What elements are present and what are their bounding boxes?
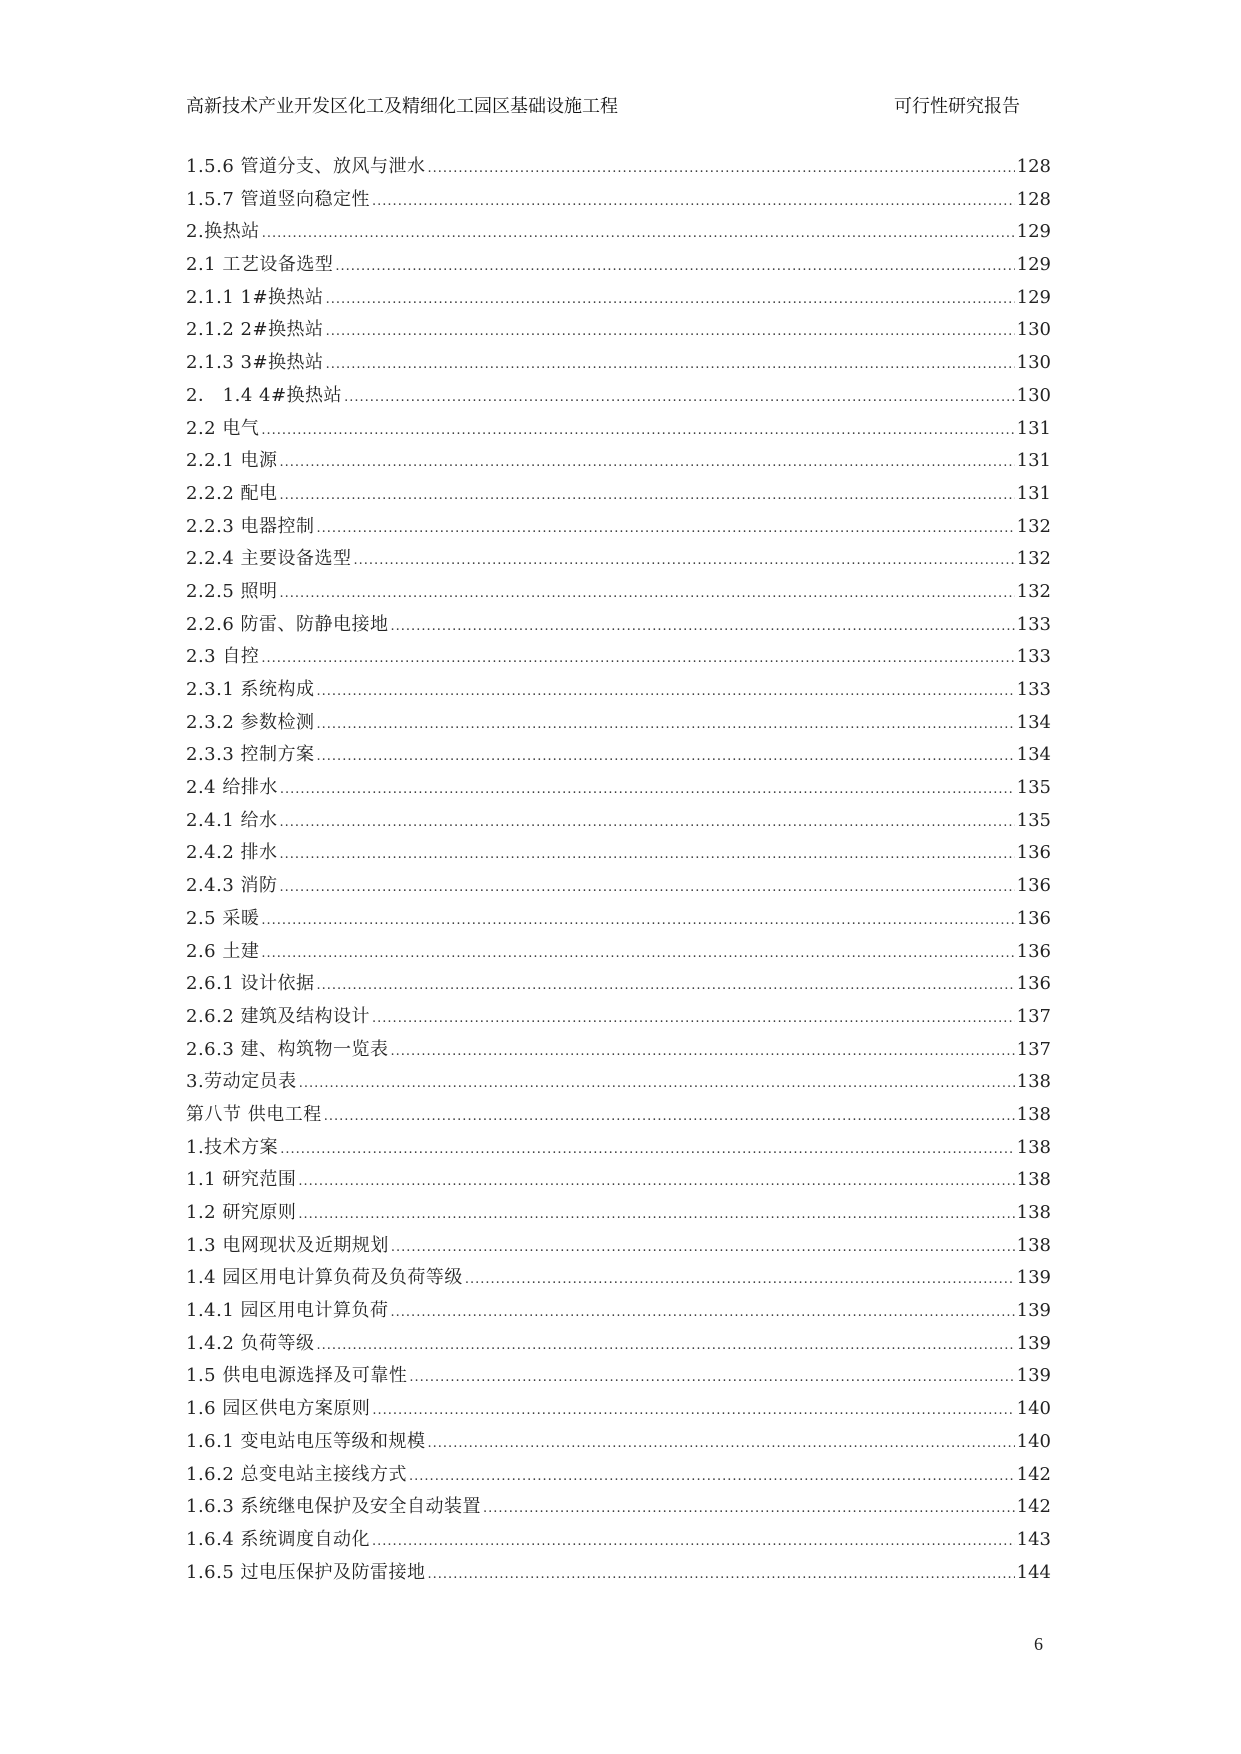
header-report-title: 高新技术产业开发区化工及精细化工园区基础设施工程 (186, 96, 618, 117)
toc-entry-title: 2.1.1 1#换热站 (186, 286, 324, 308)
toc-entry-title: 2.5 采暖 (186, 907, 260, 929)
toc-entry[interactable] (186, 1099, 1051, 1132)
toc-entry[interactable] (186, 837, 1051, 870)
toc-entry-page: 138 (1016, 1103, 1051, 1125)
toc-entry[interactable] (186, 1066, 1051, 1099)
toc-entry[interactable] (186, 413, 1051, 446)
toc-entry-page: 144 (1016, 1561, 1051, 1583)
toc-entry-page: 132 (1016, 580, 1051, 602)
toc-dot-leader (391, 1036, 1015, 1069)
toc-entry-page: 136 (1016, 973, 1051, 995)
toc-entry-title: 2.2.1 电源 (186, 450, 278, 472)
toc-entry-title: 2.1.2 2#换热站 (186, 319, 324, 341)
toc-entry[interactable] (186, 968, 1051, 1001)
toc-dot-leader (280, 839, 1015, 872)
toc-entry-page: 136 (1016, 940, 1051, 962)
toc-entry-page: 138 (1016, 1136, 1051, 1158)
toc-dot-leader (317, 1330, 1015, 1363)
toc-entry[interactable] (186, 478, 1051, 511)
toc-dot-leader (483, 1493, 1015, 1526)
toc-entry[interactable] (186, 1426, 1051, 1459)
toc-dot-leader (298, 1166, 1014, 1199)
toc-entry-title: 2.2.6 防雷、防静电接地 (186, 613, 389, 635)
toc-entry-title: 1.5 供电电源选择及可靠性 (186, 1365, 408, 1387)
toc-entry-title: 2.6 土建 (186, 940, 260, 962)
toc-dot-leader (428, 153, 1015, 186)
toc-entry[interactable] (186, 1360, 1051, 1393)
toc-entry-title: 2.2.2 配电 (186, 482, 278, 504)
toc-entry[interactable] (186, 184, 1051, 217)
toc-entry-page: 138 (1016, 1071, 1051, 1093)
toc-entry-page: 134 (1016, 711, 1051, 733)
toc-dot-leader (261, 905, 1014, 938)
toc-entry-title: 2.4.1 给水 (186, 809, 278, 831)
toc-entry[interactable] (186, 216, 1051, 249)
toc-dot-leader (354, 545, 1015, 578)
toc-entry-page: 128 (1016, 156, 1051, 177)
toc-entry-page: 137 (1016, 1038, 1051, 1060)
toc-entry[interactable] (186, 1001, 1051, 1034)
toc-dot-leader (372, 1526, 1015, 1559)
toc-dot-leader (326, 284, 1015, 317)
toc-entry-title: 2.6.1 设计依据 (186, 973, 315, 995)
toc-dot-leader (261, 415, 1014, 448)
toc-entry-page: 143 (1016, 1528, 1051, 1550)
toc-dot-leader (324, 1101, 1015, 1134)
toc-dot-leader (372, 1003, 1015, 1036)
toc-entry-page: 139 (1016, 1365, 1051, 1387)
toc-entry[interactable] (186, 511, 1051, 544)
toc-dot-leader (465, 1264, 1015, 1297)
toc-entry-page: 132 (1016, 548, 1051, 570)
toc-dot-leader (428, 1428, 1015, 1461)
toc-dot-leader (280, 774, 1015, 807)
toc-entry-title: 1.2 研究原则 (186, 1202, 297, 1223)
toc-entry[interactable] (186, 1295, 1051, 1328)
page-number: 6 (1034, 1634, 1043, 1654)
toc-entry-page: 129 (1016, 221, 1051, 243)
toc-entry[interactable] (186, 739, 1051, 772)
toc-dot-leader (317, 513, 1015, 546)
toc-dot-leader (317, 676, 1015, 709)
toc-entry-page: 138 (1016, 1202, 1051, 1223)
toc-entry[interactable] (186, 1557, 1051, 1590)
toc-entry-page: 131 (1016, 450, 1051, 472)
toc-dot-leader (280, 578, 1015, 611)
toc-entry[interactable] (186, 772, 1051, 805)
toc-entry-title: 2.4 给排水 (186, 777, 278, 799)
toc-entry-title: 2.2.3 电器控制 (186, 515, 315, 537)
header-divider (186, 124, 1052, 125)
toc-dot-leader (391, 611, 1015, 644)
toc-entry-page: 140 (1016, 1430, 1051, 1452)
toc-entry[interactable] (186, 1034, 1051, 1067)
toc-dot-leader (262, 218, 1015, 251)
toc-entry-title: 2.2.4 主要设备选型 (186, 548, 352, 570)
toc-entry[interactable] (186, 903, 1051, 936)
toc-entry[interactable] (186, 249, 1051, 282)
toc-entry-title: 1.4.2 负荷等级 (186, 1332, 315, 1354)
toc-dot-leader (335, 251, 1014, 284)
toc-dot-leader (326, 316, 1015, 349)
toc-entry-title: 2.2 电气 (186, 417, 260, 439)
toc-dot-leader (409, 1362, 1014, 1395)
toc-dot-leader (299, 1068, 1015, 1101)
toc-entry-page: 132 (1016, 515, 1051, 537)
toc-entry-page: 134 (1016, 744, 1051, 766)
toc-entry-page: 130 (1016, 319, 1051, 341)
toc-entry-page: 129 (1016, 286, 1051, 308)
toc-entry[interactable] (186, 609, 1051, 642)
table-of-contents (186, 151, 1051, 1589)
toc-entry-title: 2.3.2 参数检测 (186, 711, 315, 733)
toc-entry-page: 138 (1016, 1169, 1051, 1191)
toc-entry-title: 2.3 自控 (186, 646, 260, 668)
toc-entry[interactable] (186, 347, 1051, 380)
toc-entry-page: 135 (1016, 777, 1051, 799)
toc-entry[interactable] (186, 1262, 1051, 1295)
toc-entry-page: 129 (1016, 254, 1051, 276)
toc-dot-leader (428, 1559, 1015, 1592)
toc-entry[interactable] (186, 1230, 1051, 1263)
toc-entry[interactable] (186, 1459, 1051, 1492)
toc-dot-leader (280, 447, 1015, 480)
toc-entry-page: 136 (1016, 875, 1051, 897)
toc-entry-title: 2． 1.4 4#换热站 (186, 384, 343, 406)
toc-entry-page: 137 (1016, 1005, 1051, 1027)
toc-entry-title: 第八节 供电工程 (186, 1103, 322, 1125)
toc-dot-leader (317, 741, 1015, 774)
toc-entry-title: 3.劳动定员表 (186, 1071, 297, 1093)
toc-entry-page: 142 (1016, 1463, 1051, 1485)
toc-entry[interactable] (186, 1491, 1051, 1524)
toc-entry-title: 1.1 研究范围 (186, 1169, 297, 1191)
toc-entry[interactable] (186, 1164, 1051, 1197)
toc-dot-leader (317, 709, 1015, 742)
toc-entry-title: 2.6.3 建、构筑物一览表 (186, 1038, 389, 1060)
toc-entry-page: 139 (1016, 1300, 1051, 1322)
toc-entry[interactable] (186, 674, 1051, 707)
toc-entry[interactable] (186, 1524, 1051, 1557)
toc-entry-title: 1.6.4 系统调度自动化 (186, 1528, 371, 1550)
toc-entry-title: 2.6.2 建筑及结构设计 (186, 1005, 371, 1027)
page-header (186, 92, 1020, 118)
toc-entry-title: 2.4.3 消防 (186, 875, 278, 897)
toc-entry-title: 1.6.5 过电压保护及防雷接地 (186, 1561, 426, 1583)
toc-dot-leader (317, 970, 1015, 1003)
toc-entry-page: 130 (1016, 352, 1051, 374)
toc-entry[interactable] (186, 1328, 1051, 1361)
toc-entry-title: 2.1 工艺设备选型 (186, 254, 334, 276)
toc-entry-page: 128 (1016, 188, 1051, 210)
toc-entry[interactable] (186, 445, 1051, 478)
toc-dot-leader (280, 1134, 1014, 1167)
toc-entry-title: 1.3 电网现状及近期规划 (186, 1234, 389, 1256)
toc-entry[interactable] (186, 707, 1051, 740)
toc-entry[interactable] (186, 641, 1051, 674)
toc-dot-leader (391, 1297, 1015, 1330)
toc-entry[interactable] (186, 1393, 1051, 1426)
toc-entry-page: 133 (1016, 646, 1051, 668)
toc-entry[interactable] (186, 151, 1051, 184)
toc-dot-leader (372, 1395, 1014, 1428)
toc-entry-title: 1.5.6 管道分支、放风与泄水 (186, 156, 426, 177)
header-report-type: 可行性研究报告 (894, 96, 1020, 117)
toc-entry-page: 142 (1016, 1496, 1051, 1518)
toc-entry-title: 1.4 园区用电计算负荷及负荷等级 (186, 1267, 463, 1289)
toc-entry-page: 139 (1016, 1332, 1051, 1354)
toc-dot-leader (261, 643, 1014, 676)
toc-entry-page: 130 (1016, 384, 1051, 406)
toc-entry-page: 133 (1016, 679, 1051, 700)
toc-entry-title: 1.6 园区供电方案原则 (186, 1398, 371, 1420)
toc-entry-page: 139 (1016, 1267, 1051, 1289)
toc-entry[interactable] (186, 936, 1051, 969)
toc-entry-page: 136 (1016, 907, 1051, 929)
toc-dot-leader (298, 1199, 1014, 1232)
toc-dot-leader (280, 480, 1015, 513)
toc-entry-title: 1.5.7 管道竖向稳定性 (186, 188, 371, 210)
toc-entry-page: 131 (1016, 482, 1051, 504)
toc-dot-leader (409, 1461, 1015, 1494)
toc-entry[interactable] (186, 314, 1051, 347)
toc-entry-title: 2.3.3 控制方案 (186, 744, 315, 766)
toc-entry-title: 1.4.1 园区用电计算负荷 (186, 1300, 389, 1322)
toc-entry-title: 2.1.3 3#换热站 (186, 352, 324, 374)
toc-dot-leader (280, 872, 1015, 905)
toc-entry-title: 1.6.3 系统继电保护及安全自动装置 (186, 1496, 482, 1518)
toc-entry[interactable] (186, 380, 1051, 413)
toc-dot-leader (372, 186, 1015, 219)
toc-entry[interactable] (186, 1197, 1051, 1230)
toc-dot-leader (280, 807, 1015, 840)
toc-entry-title: 2.2.5 照明 (186, 580, 278, 602)
toc-entry-page: 140 (1016, 1398, 1051, 1420)
toc-entry-title: 1.6.1 变电站电压等级和规模 (186, 1430, 426, 1452)
toc-dot-leader (326, 349, 1015, 382)
toc-entry-title: 1.6.2 总变电站主接线方式 (186, 1463, 408, 1485)
toc-dot-leader (391, 1232, 1015, 1265)
toc-entry[interactable] (186, 576, 1051, 609)
toc-entry-title: 2.换热站 (186, 221, 260, 243)
toc-entry-page: 135 (1016, 809, 1051, 831)
toc-dot-leader (344, 382, 1015, 415)
toc-entry-title: 2.4.2 排水 (186, 842, 278, 864)
toc-entry[interactable] (186, 543, 1051, 576)
toc-entry-page: 131 (1016, 417, 1051, 439)
toc-entry[interactable] (186, 870, 1051, 903)
toc-entry-page: 136 (1016, 842, 1051, 864)
toc-entry-page: 138 (1016, 1234, 1051, 1256)
toc-entry-page: 133 (1016, 613, 1051, 635)
toc-entry[interactable] (186, 805, 1051, 838)
toc-entry-title: 2.3.1 系统构成 (186, 679, 315, 700)
toc-dot-leader (261, 938, 1014, 971)
toc-entry-title: 1.技术方案 (186, 1136, 279, 1158)
toc-entry[interactable] (186, 282, 1051, 315)
toc-entry[interactable] (186, 1132, 1051, 1165)
